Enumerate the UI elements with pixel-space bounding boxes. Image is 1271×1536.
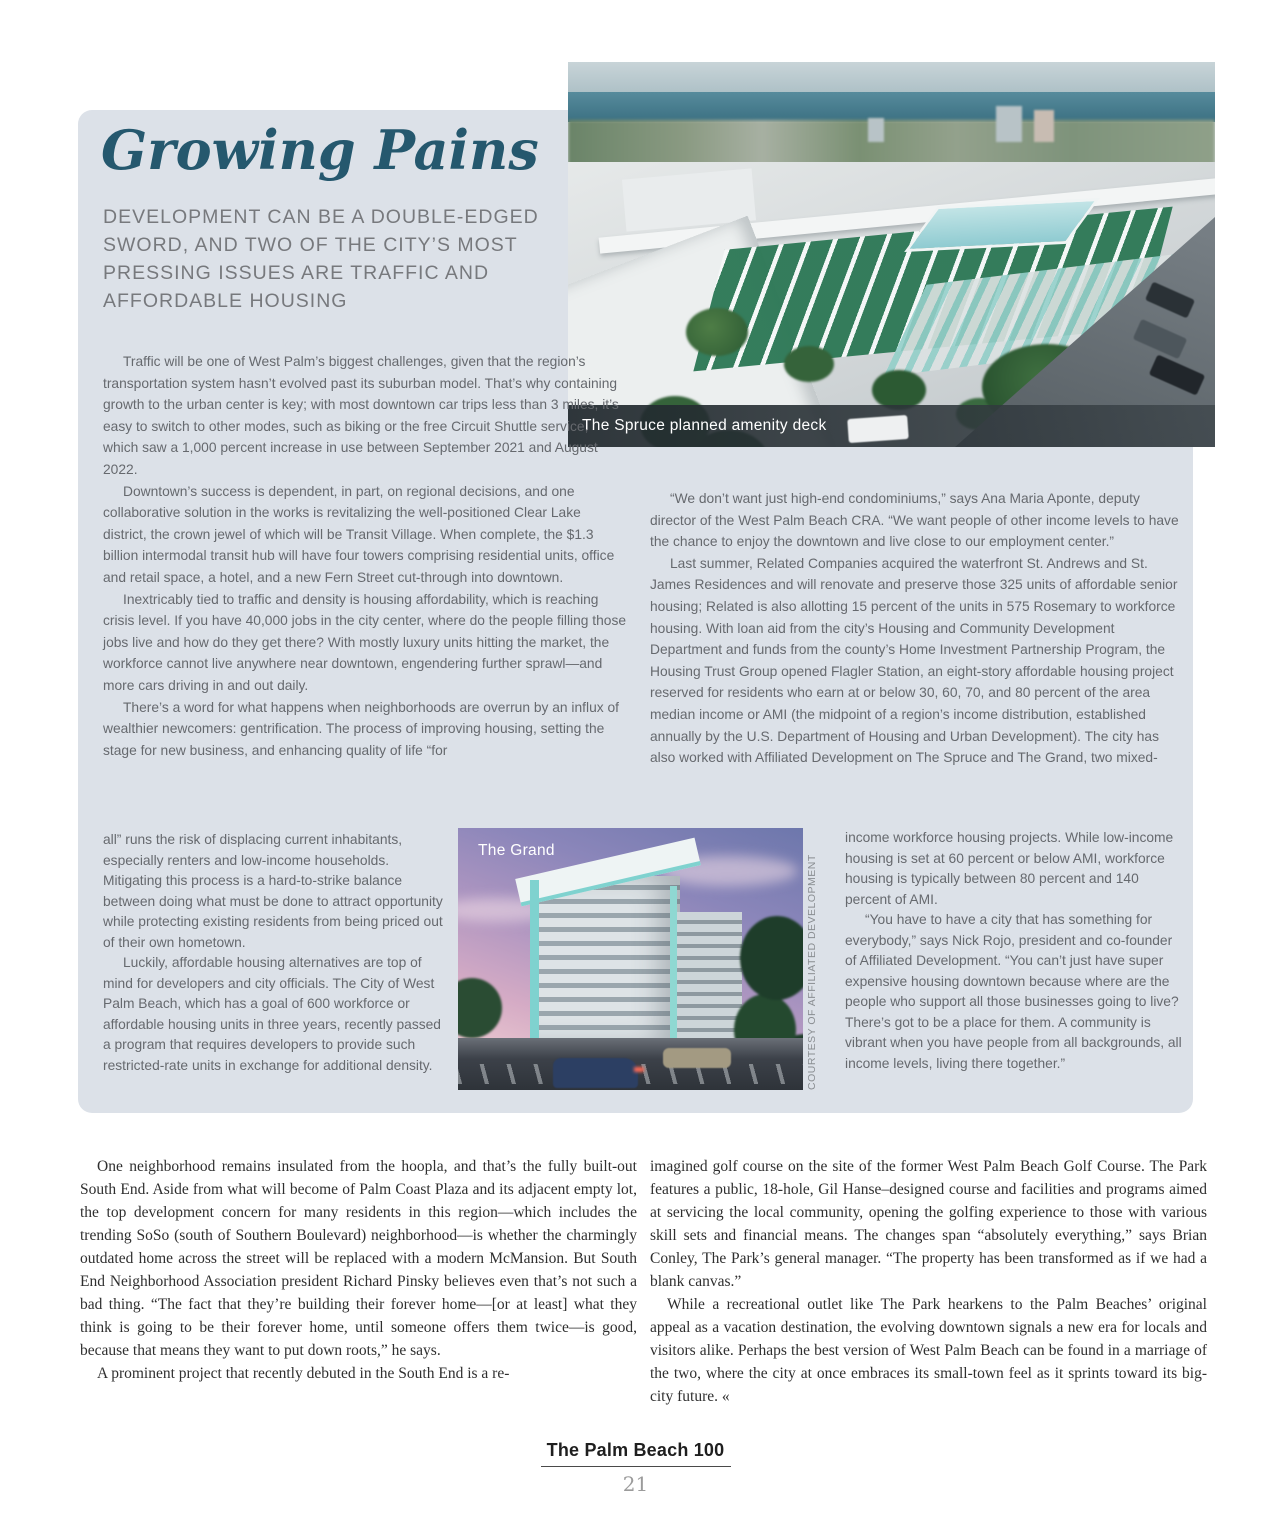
spruce-amenity-deck-image [568,62,1215,447]
intro-column-left [103,351,627,761]
paragraph: Inextricably tied to traffic and density is housing affordability, which is reaching crisis level. If you have 40,000 jobs in the city center, where do the people filling those jobs live and how do they get there? With mostly luxury units hitting the market, the workforce cannot live anywhere near downtown, engendering further sprawl—and more cars driving in and out daily. [103,591,627,693]
hero-art-car [847,415,909,443]
hero-art-tower [996,106,1022,142]
intro-column-right [650,488,1182,769]
paragraph: “We don’t want just high-end condominiums,” says Ana Maria Aponte, deputy director of the West Palm Beach CRA. “We want people of other income levels to have the chance to enjoy the downtown and live close to our employment center.” [650,491,1179,550]
photo-credit: COURTESY OF AFFILIATED DEVELOPMENT [806,854,818,1090]
hero-art-tower [1034,110,1054,142]
grand-art-car [553,1058,638,1088]
page-title: Growing Pains [101,118,539,182]
grand-art-trees [740,916,803,1000]
grand-art-taillight [634,1067,644,1072]
paragraph: imagined golf course on the site of the former West Palm Beach Golf Course. The Park features a public, 18-hole, Gil Hanse–designed course and facilities and programs aimed at servicing the local community, opening the golfing experience to those with various skill sets and financial means. The changes span “absolutely everything,” says Brian Conley, The Park’s general manager. “The property has been transformed as if we had a blank canvas.” [650,1158,1207,1290]
intro-column-left-narrow [103,830,445,1076]
grand-art-trees [458,978,502,1038]
body-column-right [650,1155,1207,1408]
hero-art-water [568,92,1215,122]
paragraph: Traffic will be one of West Palm’s biggest challenges, given that the region’s transportation system hasn’t evolved past its suburban model. That’s why containing growth to the urban center is key; with most downtown car trips less than 3 miles, it’s easy to switch to other modes, such as biking or the free Circuit Shuttle service, which saw a 1,000 percent increase in use between September 2021 and August 2022. [103,354,619,477]
grand-art-building-wing [676,912,742,1048]
grand-art-teal-stripe [530,880,539,1046]
intro-column-right-narrow [845,828,1183,1074]
paragraph: all” runs the risk of displacing current inhabitants, especially renters and low-income households. Mitigating this process is a hard-to-strike balance between doing what must be done to attract opportunity while protecting existing residents from being priced out of their own hometown. [103,832,443,950]
grand-building-image [458,828,803,1090]
paragraph: “You have to have a city that has something for everybody,” says Nick Rojo, president and co-founder of Affiliated Development. “You can’t just have super expensive housing downtown because where are the people who support all those businesses going to live? There’s got to be a place for them. A community is vibrant when you have people from all backgrounds, all income levels, living there together.” [845,912,1182,1071]
grand-art-teal-stripe [670,886,677,1046]
footer-rule [541,1466,731,1467]
paragraph: Downtown’s success is dependent, in part, on regional decisions, and one collaborative solution in the works is revitalizing the well-positioned Clear Lake district, the crown jewel of which will be Transit Village. When complete, the $1.3 billion intermodal transit hub will have four towers comprising residential units, office and retail space, a hotel, and a new Fern Street cut-through into downtown. [103,483,615,585]
hero-art-hedges [686,308,748,356]
paragraph: Luckily, affordable housing alternatives are top of mind for developers and city officials. The City of West Palm Beach, which has a goal of 600 workforce or affordable housing units in three years, recently passed a program that requires developers to provide such restricted-rate units in exchange for additional density. [103,955,441,1073]
hero-art-shoreline [568,120,1215,166]
page-subtitle: DEVELOPMENT CAN BE A DOUBLE-EDGED SWORD, AND TWO OF THE CITY’S MOST PRESSING ISSUES ARE TRAFFIC AND AFFORDABLE HOUSING [103,206,539,312]
hero-art-tower [868,118,884,142]
paragraph: There’s a word for what happens when neighborhoods are overrun by an influx of wealthier newcomers: gentrification. The process of improving housing, setting the stage for new business, and enhancing quality of life “for [103,699,619,758]
page-number: 21 [622,1472,649,1496]
body-column-left [80,1155,637,1385]
hero-art-sky [568,62,1215,94]
hero-caption: The Spruce planned amenity deck [582,417,827,434]
grand-art-car [663,1048,731,1068]
paragraph: A prominent project that recently debuted in the South End is a re- [97,1365,510,1382]
paragraph: Last summer, Related Companies acquired the waterfront St. Andrews and St. James Residences and will renovate and preserve those 325 units of affordable senior housing; Related is also allotting 15 percent of the units in 575 Rosemary to workforce housing. With loan aid from the city’s Housing and Community Development Department and funds from the county’s Home Investment Partnership Program, the Housing Trust Group opened Flagler Station, an eight-story affordable housing project reserved for residents who earn at or below 30, 60, 70, and 80 percent of the area median income or AMI (the midpoint of a region’s income distribution, established annually by the U.S. Department of Housing and Urban Development). The city has also worked with Affiliated Development on The Spruce and The Grand, two mixed- [650,555,1178,766]
paragraph: One neighborhood remains insulated from the hoopla, and that’s the fully built-out South End. Aside from what will become of Palm Coast Plaza and its adjacent empty lot, the top development concern for many residents in this region—which includes the trending SoSo (south of Southern Boulevard) neighborhood—is whether the charmingly outdated home across the street will be replaced with a modern McMansion. But South End Neighborhood Association president Richard Pinsky believes even that’s not such a bad thing. “The fact that they’re building their forever home—[or at least] what they think is going to be their forever home, until someone offers them twice—is good, because that means they want to put down roots,” he says. [80,1158,637,1359]
paragraph: income workforce housing projects. While low-income housing is set at 60 percent or below AMI, workforce housing is typically between 80 percent and 140 percent of AMI. [845,830,1174,907]
paragraph: While a recreational outlet like The Park hearkens to the Palm Beaches’ original appeal as a vacation destination, the evolving downtown signals a new era for locals and visitors alike. Perhaps the best version of West Palm Beach can be found in a marriage of the two, where the city at once embraces its small-town feel as it sprints toward its big-city future. « [650,1296,1207,1405]
footer-publication-name: The Palm Beach 100 [546,1440,725,1460]
grand-caption: The Grand [478,842,555,859]
grand-art-building [532,876,680,1046]
